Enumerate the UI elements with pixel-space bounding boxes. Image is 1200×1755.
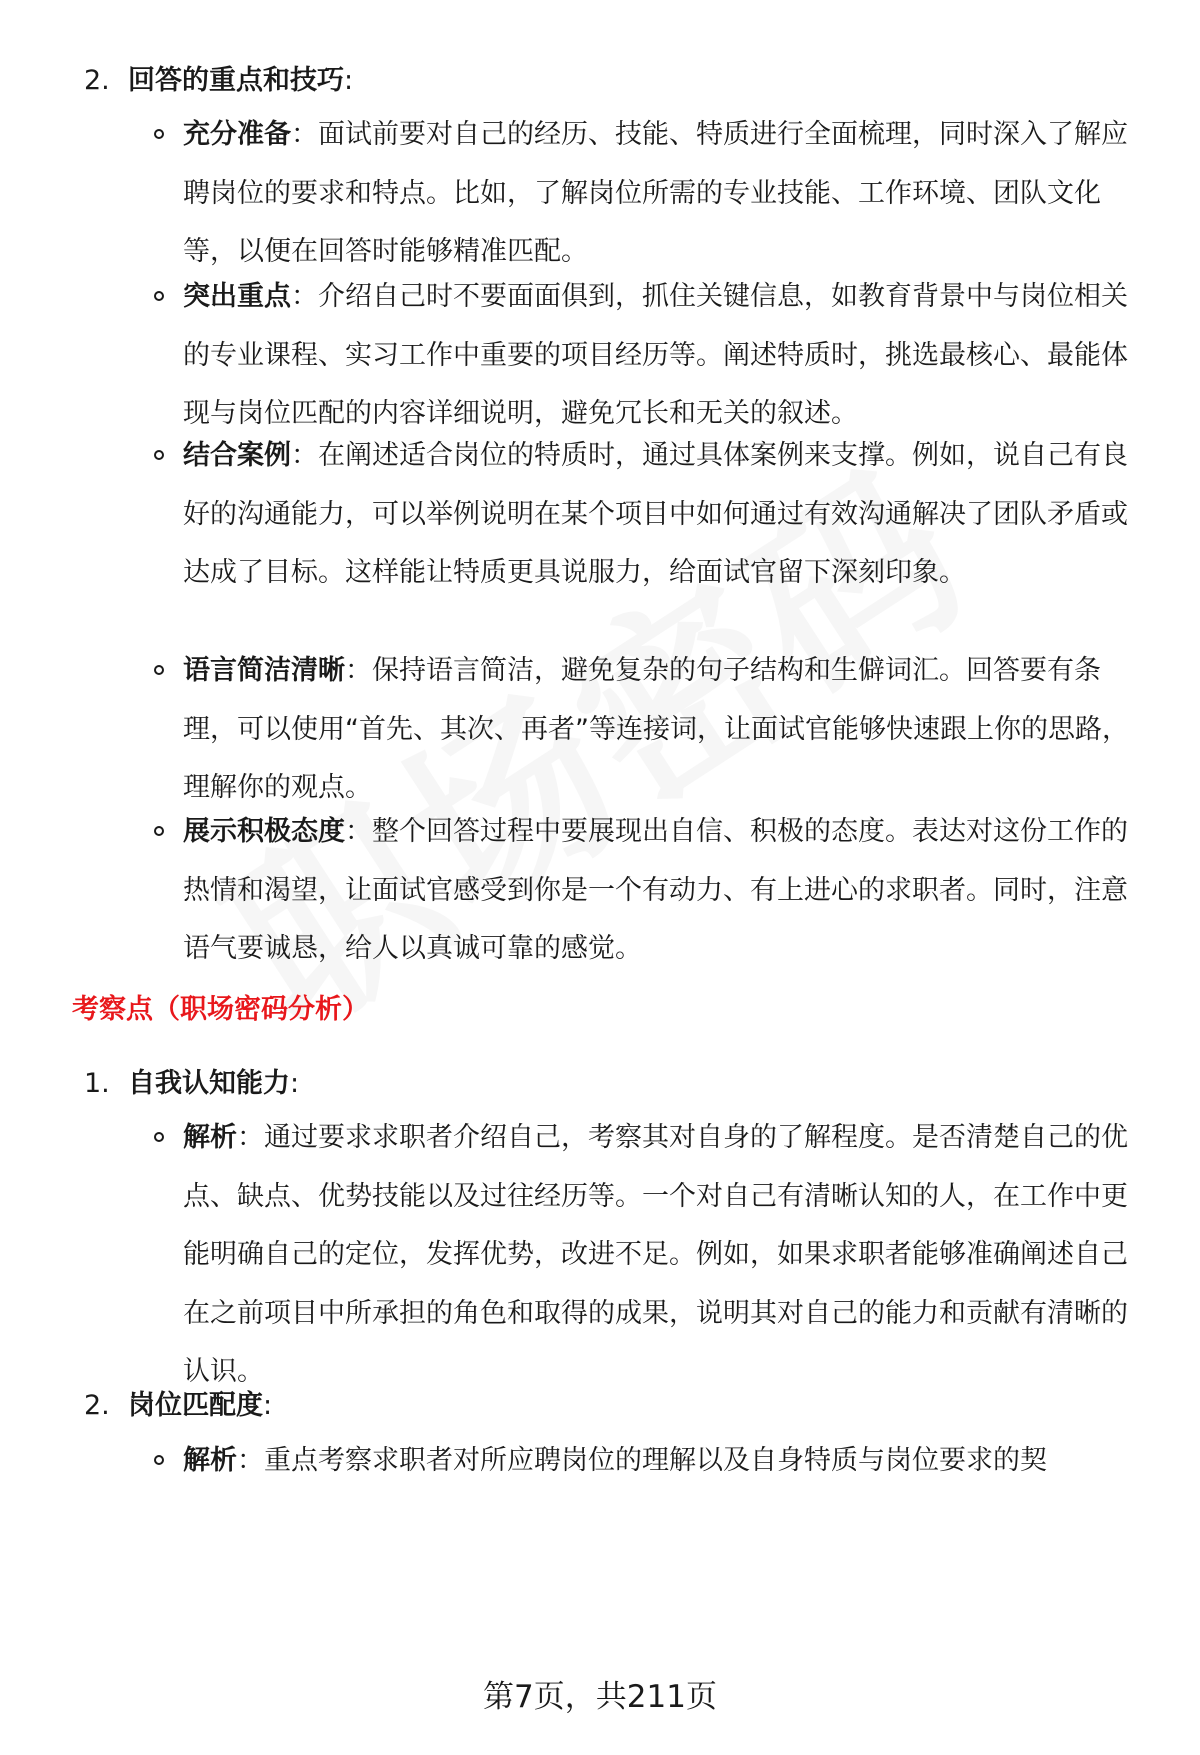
bullet-term: 解析: [183, 1122, 237, 1153]
bullet-circle-icon: [154, 1455, 164, 1465]
heading-number: 1.: [84, 1068, 110, 1099]
list-item: [183, 642, 1138, 818]
heading-colon: :: [290, 1068, 300, 1099]
list-item: [183, 1109, 1138, 1402]
bullet-circle-icon: [154, 129, 164, 139]
bullet-term: 充分准备: [183, 119, 291, 150]
bullet-term: 展示积极态度: [183, 816, 345, 847]
heading-number: 2.: [84, 65, 110, 96]
page-number: 第7页，共211页: [483, 1679, 717, 1715]
numbered-heading: [84, 61, 353, 101]
section-heading: 考察点（职场密码分析）: [72, 994, 369, 1025]
bullet-circle-icon: [154, 291, 164, 301]
numbered-heading: [84, 1386, 272, 1426]
list-item: [183, 803, 1138, 979]
bullet-term: 语言简洁清晰: [183, 655, 345, 686]
heading-title: 回答的重点和技巧: [128, 65, 344, 96]
bullet-circle-icon: [154, 450, 164, 460]
bullet-text: ：保持语言简洁，避免复杂的句子结构和生僻词汇。回答要有条理，可以使用“首先、其次、再者”等连接词，让面试官能够快速跟上你的思路，理解你的观点。: [183, 655, 1129, 803]
bullet-text: ：整个回答过程中要展现出自信、积极的态度。表达对这份工作的热情和渴望，让面试官感受到你是一个有动力、有上进心的求职者。同时，注意语气要诚恳，给人以真诚可靠的感觉。: [183, 816, 1128, 964]
heading-colon: :: [263, 1390, 273, 1421]
bullet-text: ：通过要求求职者介绍自己，考察其对自身的了解程度。是否清楚自己的优点、缺点、优势技能以及过往经历等。一个对自己有清晰认知的人，在工作中更能明确自己的定位，发挥优势，改进不足。例如，如果求职者能够准确阐述自己在之前项目中所承担的角色和取得的成果，说明其对自己的能力和贡献有清晰的认识。: [183, 1122, 1128, 1387]
bullet-text: ：介绍自己时不要面面俱到，抓住关键信息，如教育背景中与岗位相关的专业课程、实习工作中重要的项目经历等。阐述特质时，挑选最核心、最能体现与岗位匹配的内容详细说明，避免冗长和无关的叙述。: [183, 281, 1128, 429]
list-item: [183, 427, 1138, 603]
list-item: [183, 106, 1138, 282]
list-item: [183, 268, 1138, 444]
list-item: [183, 1432, 1138, 1491]
bullet-circle-icon: [154, 826, 164, 836]
bullet-text: ：重点考察求职者对所应聘岗位的理解以及自身特质与岗位要求的契: [237, 1445, 1047, 1476]
heading-number: 2.: [84, 1390, 110, 1421]
bullet-text: ：面试前要对自己的经历、技能、特质进行全面梳理，同时深入了解应聘岗位的要求和特点。比如，了解岗位所需的专业技能、工作环境、团队文化等，以便在回答时能够精准匹配。: [183, 119, 1128, 267]
bullet-circle-icon: [154, 1132, 164, 1142]
heading-title: 岗位匹配度: [128, 1390, 263, 1421]
bullet-term: 突出重点: [183, 281, 291, 312]
bullet-text: ：在阐述适合岗位的特质时，通过具体案例来支撑。例如，说自己有良好的沟通能力，可以举例说明在某个项目中如何通过有效沟通解决了团队矛盾或达成了目标。这样能让特质更具说服力，给面试官留下深刻印象。: [183, 440, 1128, 588]
bullet-term: 解析: [183, 1445, 237, 1476]
heading-colon: :: [344, 65, 354, 96]
numbered-heading: [84, 1064, 299, 1104]
bullet-term: 结合案例: [183, 440, 291, 471]
heading-title: 自我认知能力: [128, 1068, 290, 1099]
bullet-circle-icon: [154, 665, 164, 675]
